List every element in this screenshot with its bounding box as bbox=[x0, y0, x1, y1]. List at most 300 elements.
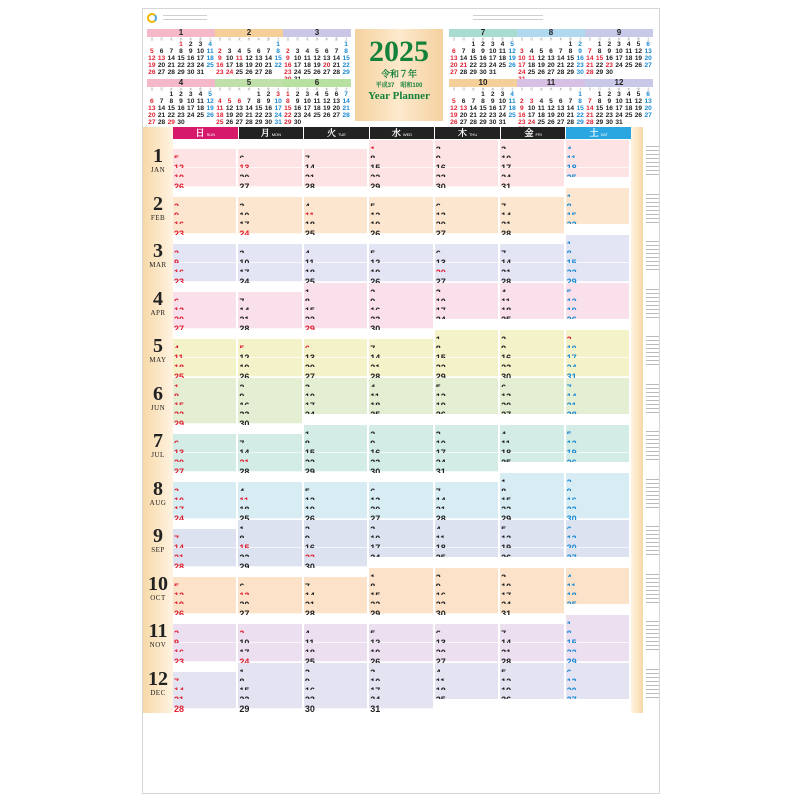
mini-day: 18 bbox=[625, 55, 633, 62]
note-line bbox=[646, 245, 660, 246]
day-column-tue bbox=[304, 473, 369, 519]
day-line[interactable] bbox=[173, 462, 236, 472]
weekday-en: MON bbox=[271, 132, 282, 137]
day-line[interactable] bbox=[435, 177, 498, 187]
mini-day: 7 bbox=[247, 98, 251, 105]
mini-day: 2 bbox=[286, 48, 290, 55]
mini-day: 1 bbox=[578, 91, 582, 98]
mini-calendar-jan bbox=[147, 29, 215, 79]
day-column-tue bbox=[304, 330, 369, 376]
day-column-wed bbox=[369, 615, 434, 661]
month-abbrev: NOV bbox=[149, 641, 167, 649]
note-line bbox=[646, 198, 660, 199]
mini-day: 17 bbox=[225, 62, 234, 69]
day-column-fri bbox=[500, 568, 565, 614]
day-line[interactable] bbox=[304, 319, 367, 329]
mini-days bbox=[585, 41, 653, 76]
day-column-sat bbox=[566, 663, 631, 709]
mini-day: 2 bbox=[607, 91, 612, 98]
mini-weekday: 水 bbox=[481, 37, 485, 41]
note-line bbox=[646, 158, 660, 159]
day-line[interactable] bbox=[238, 177, 301, 187]
mini-day: 19 bbox=[537, 62, 545, 69]
mini-day: 20 bbox=[323, 62, 331, 69]
day-column-wed bbox=[369, 520, 434, 566]
mini-weekday: 日 bbox=[286, 37, 290, 41]
mini-day: 4 bbox=[198, 91, 203, 98]
day-line[interactable] bbox=[369, 319, 432, 329]
mini-day: 27 bbox=[255, 69, 263, 76]
mini-day: 25 bbox=[206, 62, 214, 69]
day-line[interactable] bbox=[173, 509, 236, 519]
mini-day: 12 bbox=[547, 105, 555, 112]
note-line bbox=[646, 507, 660, 508]
note-line bbox=[646, 443, 660, 444]
day-line[interactable] bbox=[238, 699, 301, 715]
mini-day: 9 bbox=[520, 105, 524, 112]
note-line bbox=[646, 261, 660, 262]
day-line[interactable] bbox=[369, 557, 432, 567]
note-line bbox=[646, 384, 660, 385]
mini-day: 23 bbox=[284, 69, 292, 76]
day-column-sun bbox=[173, 663, 238, 715]
mini-day: 20 bbox=[450, 62, 458, 69]
day-column-mon bbox=[238, 520, 303, 566]
mini-day: 4 bbox=[626, 91, 631, 98]
day-line[interactable] bbox=[369, 272, 432, 282]
note-line bbox=[646, 435, 660, 436]
mini-day: 9 bbox=[188, 48, 193, 55]
day-line[interactable] bbox=[566, 652, 629, 662]
day-line[interactable] bbox=[173, 652, 236, 662]
note-line bbox=[646, 412, 660, 413]
day-line[interactable] bbox=[435, 509, 498, 519]
mini-day: 11 bbox=[313, 98, 321, 105]
mini-day: 22 bbox=[342, 62, 350, 69]
mini-weekday: 日 bbox=[452, 37, 456, 41]
mini-day: 12 bbox=[245, 55, 253, 62]
month-number: 9 bbox=[153, 525, 163, 547]
mini-day: 24 bbox=[196, 62, 205, 69]
note-line bbox=[646, 455, 660, 456]
note-line bbox=[646, 534, 660, 535]
day-column-tue bbox=[304, 140, 369, 186]
mini-day: 6 bbox=[237, 98, 242, 105]
day-line[interactable] bbox=[238, 414, 301, 424]
mini-day: 17 bbox=[187, 105, 195, 112]
day-line[interactable] bbox=[500, 557, 563, 567]
day-line[interactable] bbox=[435, 414, 498, 424]
note-line bbox=[646, 530, 660, 531]
note-line bbox=[646, 162, 660, 163]
day-line[interactable] bbox=[304, 462, 367, 472]
note-line bbox=[646, 689, 660, 690]
day-line[interactable] bbox=[435, 367, 498, 377]
mini-day: 8 bbox=[471, 48, 476, 55]
day-line[interactable] bbox=[566, 509, 629, 519]
mini-day: 6 bbox=[150, 98, 154, 105]
mini-day: 16 bbox=[489, 105, 497, 112]
note-line bbox=[646, 629, 660, 630]
day-column-wed bbox=[369, 188, 434, 234]
mini-day: 16 bbox=[216, 62, 224, 69]
mini-day: 15 bbox=[342, 55, 350, 62]
day-line[interactable] bbox=[435, 652, 498, 662]
mini-weekday: 月 bbox=[296, 37, 300, 41]
day-column-thu bbox=[435, 520, 500, 566]
mini-blank bbox=[527, 91, 537, 98]
mini-day: 20 bbox=[557, 112, 565, 119]
mini-day: 8 bbox=[597, 98, 602, 105]
mini-day: 24 bbox=[303, 112, 311, 119]
mini-day: 20 bbox=[459, 112, 468, 119]
mini-day: 4 bbox=[539, 98, 544, 105]
mini-day: 29 bbox=[566, 69, 575, 76]
weekday-mon bbox=[239, 127, 305, 139]
mini-blank bbox=[585, 91, 595, 98]
day-line[interactable] bbox=[566, 272, 629, 282]
day-column-sat bbox=[566, 283, 631, 329]
day-line[interactable] bbox=[500, 604, 563, 614]
mini-day: 29 bbox=[167, 119, 175, 126]
mini-day: 7 bbox=[334, 48, 339, 55]
mini-day: 27 bbox=[157, 69, 166, 76]
mini-weekday: 水 bbox=[549, 37, 553, 41]
mini-day: 8 bbox=[597, 48, 602, 55]
day-line[interactable] bbox=[500, 462, 563, 472]
day-line[interactable] bbox=[238, 557, 301, 567]
mini-day: 22 bbox=[595, 112, 604, 119]
mini-day: 10 bbox=[518, 55, 526, 62]
mini-day: 9 bbox=[286, 55, 290, 62]
note-line bbox=[646, 641, 660, 642]
mini-blank bbox=[234, 91, 244, 98]
note-line bbox=[646, 194, 660, 195]
era-label: 令和７年 bbox=[380, 69, 417, 79]
day-line[interactable] bbox=[173, 177, 236, 187]
weekday-tue bbox=[304, 127, 370, 139]
day-line[interactable] bbox=[304, 367, 367, 377]
month-abbrev: OCT bbox=[150, 593, 166, 602]
mini-day: 23 bbox=[293, 112, 302, 119]
day-column-fri bbox=[500, 378, 565, 424]
mini-day: 9 bbox=[266, 98, 271, 105]
day-line[interactable] bbox=[304, 652, 367, 662]
mini-day: 11 bbox=[537, 105, 545, 112]
day-line[interactable] bbox=[435, 462, 498, 472]
day-column-mon bbox=[238, 473, 303, 519]
mini-day: 24 bbox=[527, 119, 536, 126]
day-line[interactable] bbox=[566, 414, 629, 424]
mini-day: 2 bbox=[179, 91, 183, 98]
mini-day: 27 bbox=[547, 69, 555, 76]
day-line[interactable] bbox=[369, 414, 432, 424]
note-line bbox=[646, 150, 660, 151]
mini-day: 6 bbox=[159, 48, 164, 55]
mini-day: 13 bbox=[332, 98, 341, 105]
day-column-sat bbox=[566, 188, 631, 234]
mini-blank bbox=[264, 41, 274, 48]
weekday-en: SUN bbox=[206, 132, 216, 137]
mini-day: 22 bbox=[576, 112, 584, 119]
mini-month-number: 8 bbox=[517, 29, 585, 37]
note-line bbox=[646, 289, 660, 290]
mini-weekday: 日 bbox=[286, 87, 290, 91]
mini-day: 18 bbox=[537, 112, 545, 119]
note-line bbox=[646, 649, 660, 650]
day-line[interactable] bbox=[500, 414, 563, 424]
mini-day: 29 bbox=[342, 69, 350, 76]
mini-day: 9 bbox=[218, 55, 222, 62]
note-line bbox=[646, 633, 660, 634]
mini-day: 26 bbox=[323, 112, 331, 119]
month-number: 3 bbox=[153, 240, 163, 262]
mini-day: 29 bbox=[595, 119, 604, 126]
mini-day: 1 bbox=[344, 41, 348, 48]
day-line[interactable] bbox=[500, 367, 563, 377]
mini-day: 19 bbox=[148, 62, 156, 69]
mini-day: 19 bbox=[450, 112, 458, 119]
mini-day: 2 bbox=[188, 41, 193, 48]
day-line[interactable] bbox=[304, 557, 367, 567]
mini-day: 13 bbox=[255, 55, 263, 62]
mini-day: 6 bbox=[256, 48, 261, 55]
mini-day: 4 bbox=[315, 91, 319, 98]
day-line[interactable] bbox=[500, 652, 563, 662]
day-line[interactable] bbox=[173, 604, 236, 614]
mini-day: 1 bbox=[597, 41, 602, 48]
day-line[interactable] bbox=[369, 224, 432, 234]
mini-calendar-may bbox=[215, 79, 283, 129]
mini-day: 31 bbox=[498, 119, 507, 126]
mini-day: 8 bbox=[276, 48, 280, 55]
note-line bbox=[646, 297, 660, 298]
mini-day: 2 bbox=[578, 41, 582, 48]
mini-day: 28 bbox=[557, 69, 565, 76]
day-column-wed bbox=[369, 235, 434, 281]
mini-day: 2 bbox=[295, 91, 300, 98]
mini-calendar-aug bbox=[517, 29, 585, 79]
mini-day: 26 bbox=[225, 119, 234, 126]
day-line[interactable] bbox=[238, 272, 301, 282]
mini-day: 19 bbox=[245, 62, 253, 69]
day-line[interactable] bbox=[500, 177, 563, 187]
mini-day: 5 bbox=[315, 48, 319, 55]
mini-days bbox=[585, 91, 653, 126]
day-line[interactable] bbox=[173, 224, 236, 234]
mini-day: 25 bbox=[508, 112, 516, 119]
mini-day: 12 bbox=[323, 98, 331, 105]
note-line bbox=[646, 360, 660, 361]
mini-day: 21 bbox=[167, 62, 175, 69]
note-line bbox=[646, 301, 660, 302]
mini-day: 21 bbox=[245, 112, 253, 119]
mini-day: 22 bbox=[255, 112, 263, 119]
mini-day: 16 bbox=[576, 55, 584, 62]
weekday-header bbox=[173, 127, 631, 139]
day-line[interactable] bbox=[304, 414, 367, 424]
mini-weekday: 日 bbox=[588, 37, 592, 41]
mini-blank bbox=[468, 91, 478, 98]
day-line[interactable] bbox=[173, 272, 236, 282]
day-line[interactable] bbox=[238, 367, 301, 377]
mini-day: 21 bbox=[342, 105, 350, 112]
day-line[interactable] bbox=[238, 224, 301, 234]
mini-day: 18 bbox=[303, 62, 311, 69]
mini-day: 8 bbox=[169, 98, 174, 105]
day-line[interactable] bbox=[304, 699, 367, 715]
day-line[interactable] bbox=[304, 272, 367, 282]
mini-day: 26 bbox=[634, 62, 643, 69]
mini-day: 12 bbox=[634, 98, 643, 105]
day-column-fri bbox=[500, 140, 565, 186]
mini-day: 3 bbox=[617, 91, 621, 98]
day-line[interactable] bbox=[369, 177, 432, 187]
mini-day: 11 bbox=[508, 98, 516, 105]
mini-blank bbox=[147, 41, 157, 48]
day-line[interactable] bbox=[238, 319, 301, 329]
day-line[interactable] bbox=[238, 604, 301, 614]
mini-day: 7 bbox=[461, 48, 466, 55]
note-line bbox=[646, 206, 660, 207]
day-column-sat bbox=[566, 568, 631, 614]
day-line[interactable] bbox=[369, 652, 432, 662]
day-line[interactable] bbox=[500, 224, 563, 234]
month-row-feb bbox=[143, 188, 660, 234]
day-column-thu bbox=[435, 615, 500, 661]
mini-blank bbox=[322, 41, 332, 48]
mini-day: 26 bbox=[245, 69, 253, 76]
day-line[interactable] bbox=[173, 319, 236, 329]
mini-day: 22 bbox=[167, 112, 175, 119]
month-abbrev: MAR bbox=[149, 261, 167, 269]
day-line[interactable] bbox=[369, 509, 432, 519]
mini-day: 17 bbox=[274, 105, 282, 112]
mini-weekday: 土 bbox=[510, 37, 514, 41]
day-line[interactable] bbox=[304, 509, 367, 519]
mini-day: 13 bbox=[557, 105, 565, 112]
day-line[interactable] bbox=[435, 224, 498, 234]
note-line bbox=[646, 546, 660, 547]
day-line[interactable] bbox=[173, 414, 236, 424]
day-line[interactable] bbox=[500, 509, 563, 519]
mini-day: 25 bbox=[625, 62, 633, 69]
mini-day: 13 bbox=[235, 105, 243, 112]
day-column-wed bbox=[369, 378, 434, 424]
mini-day: 16 bbox=[605, 105, 613, 112]
mini-day: 21 bbox=[469, 112, 477, 119]
day-line[interactable] bbox=[500, 699, 563, 709]
day-line[interactable] bbox=[435, 699, 498, 709]
day-line[interactable] bbox=[435, 319, 498, 329]
mini-day: 9 bbox=[490, 98, 495, 105]
day-line[interactable] bbox=[304, 224, 367, 234]
month-notes bbox=[646, 241, 660, 273]
month-abbrev: JUL bbox=[151, 451, 165, 459]
mini-blank bbox=[302, 41, 312, 48]
mini-day: 9 bbox=[607, 98, 612, 105]
day-line[interactable] bbox=[566, 224, 629, 234]
day-line[interactable] bbox=[435, 557, 498, 567]
note-line bbox=[646, 677, 660, 678]
day-column-tue bbox=[304, 235, 369, 281]
day-line[interactable] bbox=[500, 319, 563, 329]
note-line bbox=[646, 685, 660, 686]
day-line[interactable] bbox=[238, 509, 301, 519]
note-line bbox=[646, 210, 660, 211]
day-line[interactable] bbox=[369, 604, 432, 614]
mini-day: 30 bbox=[489, 119, 497, 126]
month-row-mar bbox=[143, 235, 660, 281]
mini-day: 18 bbox=[235, 62, 243, 69]
mini-day: 7 bbox=[266, 48, 271, 55]
day-line[interactable] bbox=[173, 699, 236, 715]
day-line[interactable] bbox=[566, 367, 629, 377]
mini-day: 5 bbox=[636, 41, 641, 48]
note-line bbox=[646, 431, 660, 432]
mini-day: 21 bbox=[459, 62, 468, 69]
day-line[interactable] bbox=[566, 557, 629, 567]
day-line[interactable] bbox=[435, 604, 498, 614]
mini-day: 1 bbox=[169, 91, 174, 98]
month-label bbox=[143, 479, 173, 507]
mini-weekday: 水 bbox=[315, 37, 319, 41]
day-line[interactable] bbox=[173, 367, 236, 377]
month-number: 2 bbox=[153, 192, 163, 215]
day-line[interactable] bbox=[566, 604, 629, 614]
mini-blank bbox=[147, 91, 157, 98]
mini-day: 5 bbox=[227, 98, 232, 105]
day-column-tue bbox=[304, 283, 369, 329]
fine-print bbox=[473, 19, 543, 20]
mini-day: 6 bbox=[558, 98, 563, 105]
day-line[interactable] bbox=[566, 177, 629, 187]
day-line[interactable] bbox=[500, 272, 563, 282]
mini-blank bbox=[312, 41, 322, 48]
mini-day: 8 bbox=[568, 48, 573, 55]
weekday-sat bbox=[566, 127, 631, 139]
day-line[interactable] bbox=[369, 699, 432, 715]
mini-day: 4 bbox=[305, 48, 310, 55]
day-column-sun bbox=[173, 615, 238, 661]
note-line bbox=[646, 451, 660, 452]
day-line[interactable] bbox=[566, 319, 629, 329]
day-line[interactable] bbox=[304, 604, 367, 614]
day-line[interactable] bbox=[566, 462, 629, 472]
mini-blank bbox=[215, 41, 225, 48]
note-line bbox=[646, 214, 660, 215]
day-line[interactable] bbox=[173, 557, 236, 567]
day-line[interactable] bbox=[238, 462, 301, 472]
day-line[interactable] bbox=[304, 177, 367, 187]
mini-blank bbox=[546, 41, 556, 48]
mini-day: 14 bbox=[342, 98, 350, 105]
weekday-kanji: 金 bbox=[524, 128, 534, 138]
day-line[interactable] bbox=[435, 272, 498, 282]
day-line[interactable] bbox=[238, 652, 301, 662]
note-line bbox=[646, 582, 660, 583]
calendar-sheet bbox=[142, 8, 660, 794]
day-line[interactable] bbox=[369, 462, 432, 472]
mini-day: 15 bbox=[167, 105, 175, 112]
month-notes bbox=[646, 431, 660, 463]
day-column-tue bbox=[304, 663, 369, 715]
day-column-mon bbox=[238, 425, 303, 471]
mini-weekday: 月 bbox=[160, 87, 164, 91]
day-line[interactable] bbox=[369, 367, 432, 377]
day-line[interactable] bbox=[566, 699, 629, 709]
weekday-wed bbox=[370, 127, 436, 139]
